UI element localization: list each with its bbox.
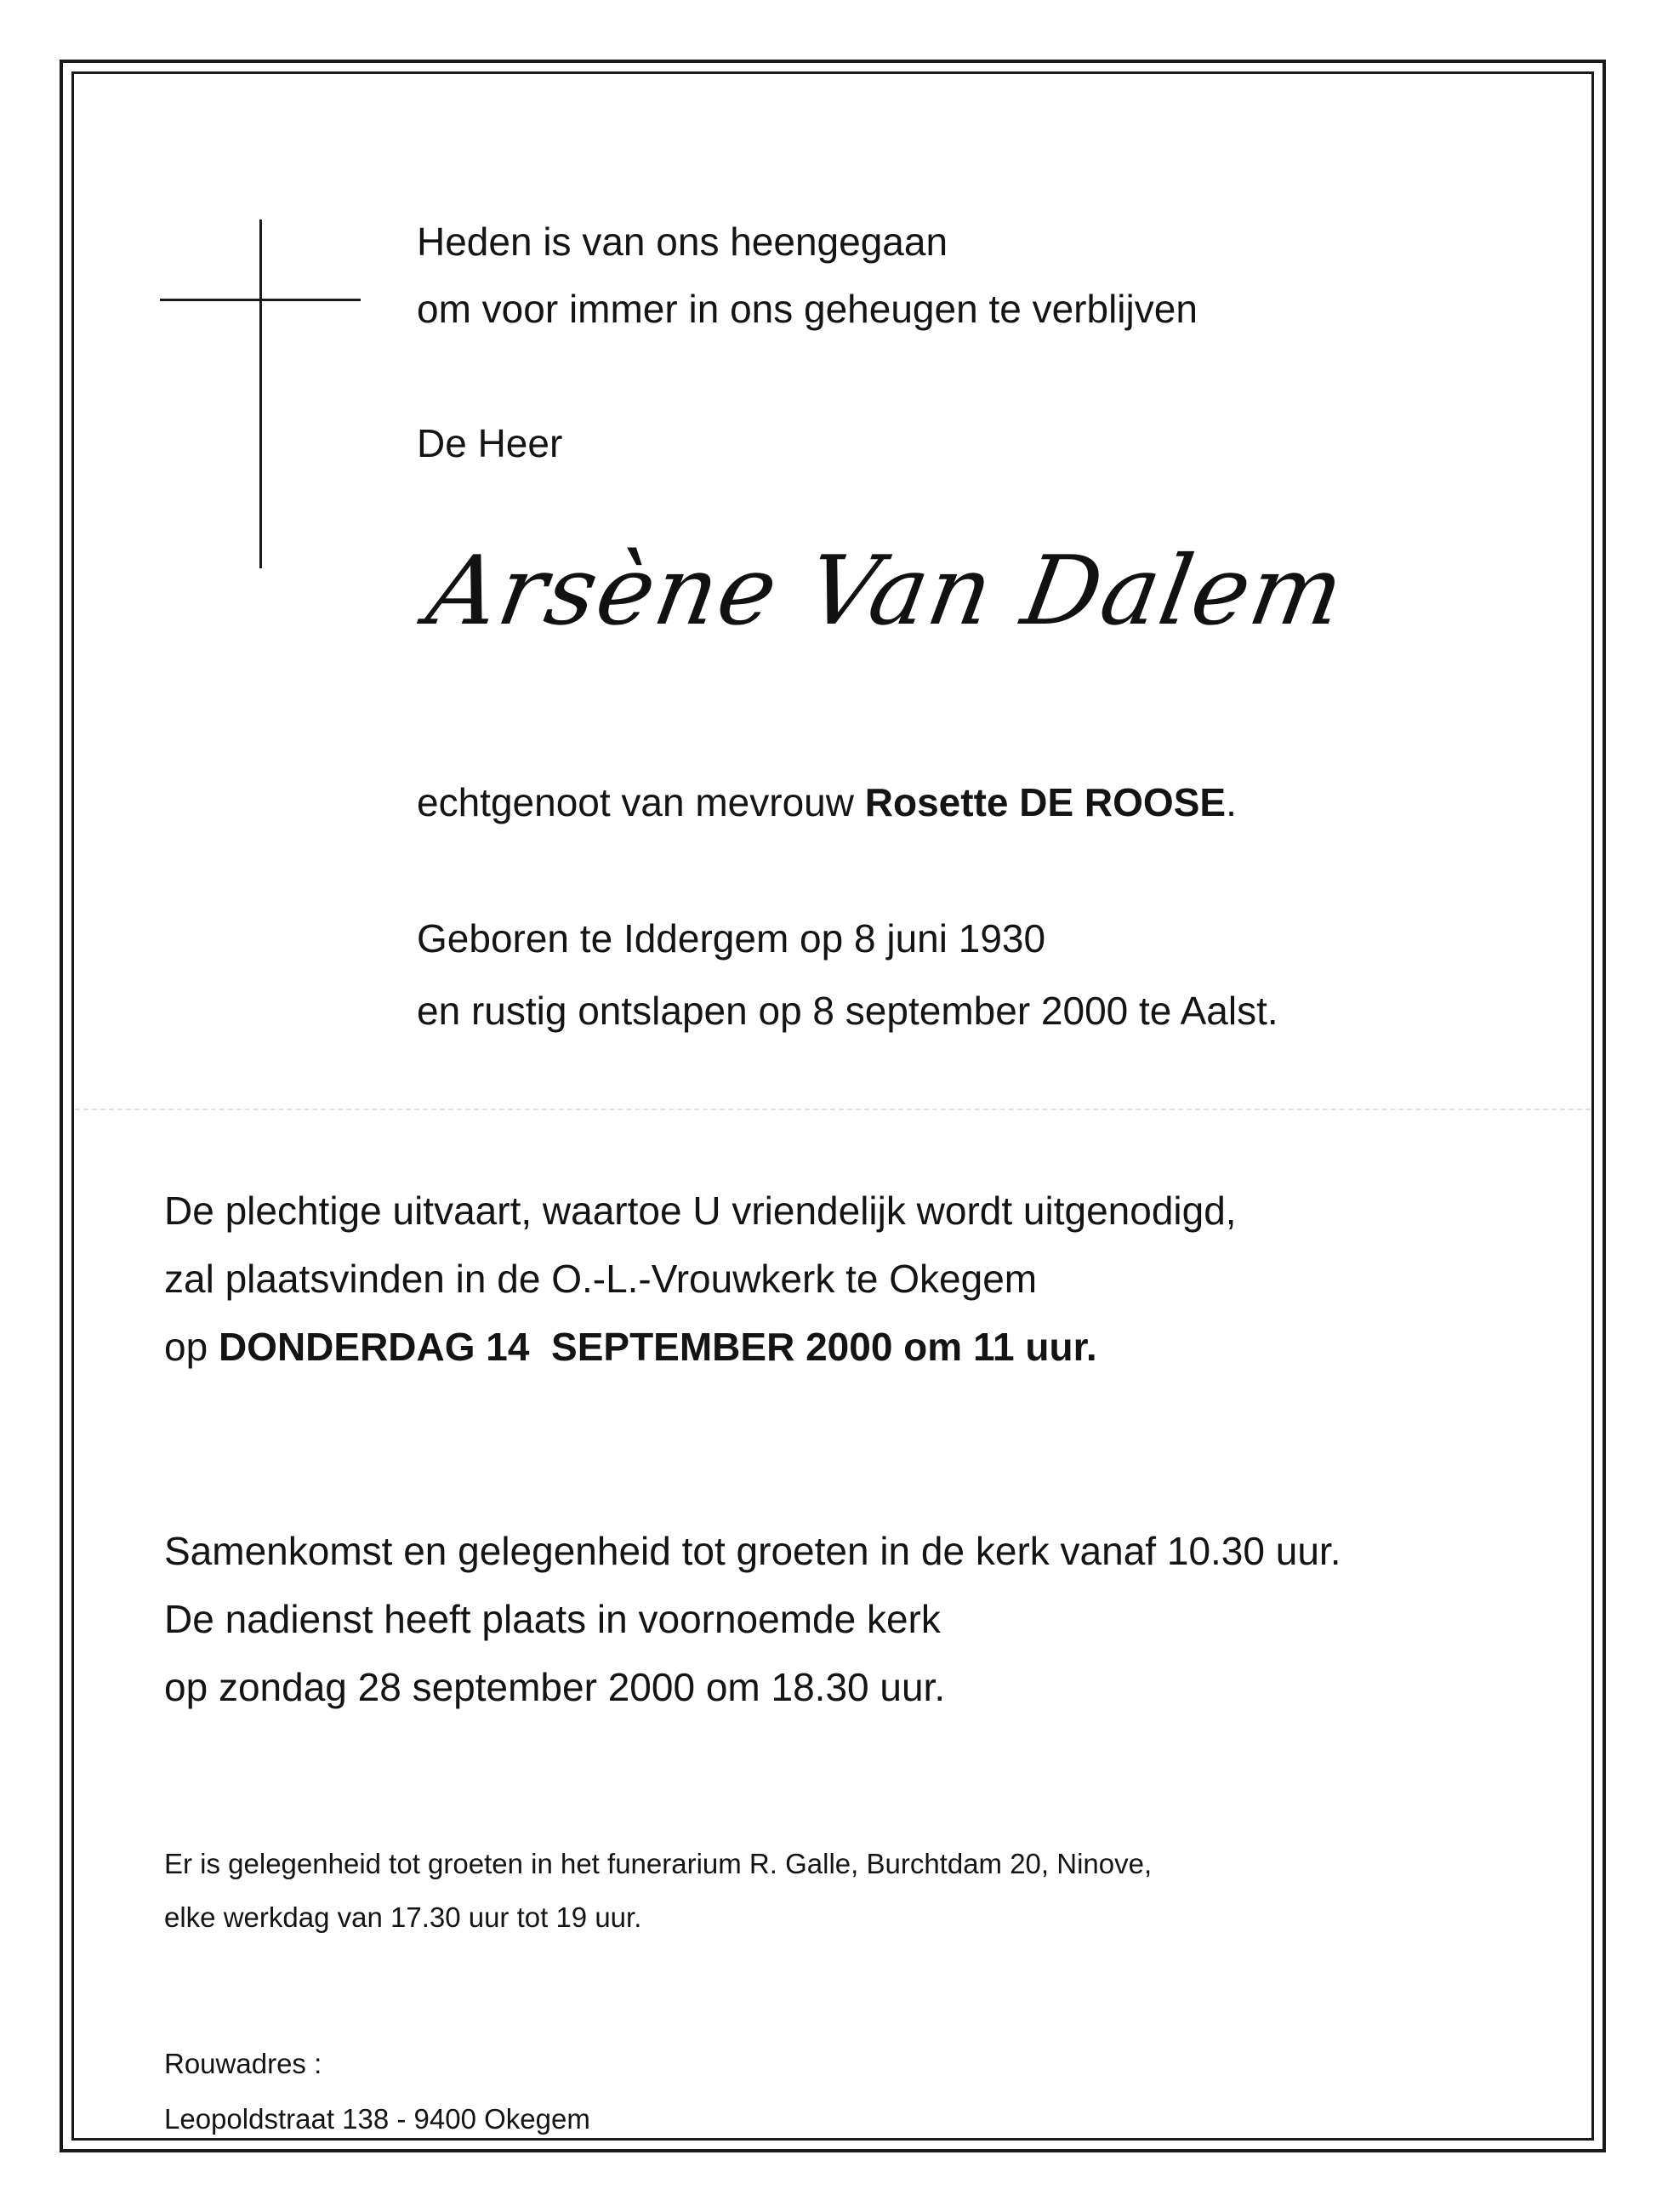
inner-border: [71, 71, 1594, 2141]
funeral-line-2: zal plaatsvinden in de O.-L.-Vrouwkerk te Okegem: [164, 1257, 1038, 1301]
intro-line-1: Heden is van ons heengegaan: [417, 219, 948, 264]
address-value: Leopoldstraat 138 - 9400 Okegem: [164, 2103, 590, 2135]
spouse-suffix: .: [1226, 780, 1237, 824]
deceased-name: Arsène Van Dalem: [419, 536, 1353, 647]
honorific: De Heer: [417, 421, 563, 465]
funeral-home-line-2: elke werkdag van 17.30 uur tot 19 uur.: [164, 1901, 642, 1933]
intro-line-2: om voor immer in ons geheugen te verblijven: [417, 287, 1198, 331]
spouse-name: Rosette DE ROOSE: [864, 780, 1227, 824]
gathering-line-3: op zondag 28 september 2000 om 18.30 uur.: [164, 1665, 946, 1709]
funeral-line-3: [164, 1323, 1097, 1371]
fold-line: [75, 1109, 1591, 1110]
funeral-date: DONDERDAG 14 SEPTEMBER 2000 om 11 uur.: [218, 1325, 1097, 1369]
cross-vertical-bar: [259, 219, 262, 568]
funeral-date-prefix: op: [164, 1325, 208, 1369]
funeral-line-1: De plechtige uitvaart, waartoe U vriendelijk wordt uitgenodigd,: [164, 1189, 1237, 1233]
address-label: Rouwadres :: [164, 2048, 322, 2079]
spouse-prefix: echtgenoot van mevrouw: [417, 780, 854, 824]
birth-line: Geboren te Iddergem op 8 juni 1930: [417, 916, 1046, 961]
cross-horizontal-bar: [160, 299, 361, 301]
death-line: en rustig ontslapen op 8 september 2000 te Aalst.: [417, 989, 1278, 1033]
gathering-line-2: De nadienst heeft plaats in voornoemde kerk: [164, 1597, 941, 1641]
funeral-home-line-1: Er is gelegenheid tot groeten in het funerarium R. Galle, Burchtdam 20, Ninove,: [164, 1848, 1153, 1879]
spouse-line: [417, 778, 1237, 826]
gathering-line-1: Samenkomst en gelegenheid tot groeten in de kerk vanaf 10.30 uur.: [164, 1529, 1341, 1573]
